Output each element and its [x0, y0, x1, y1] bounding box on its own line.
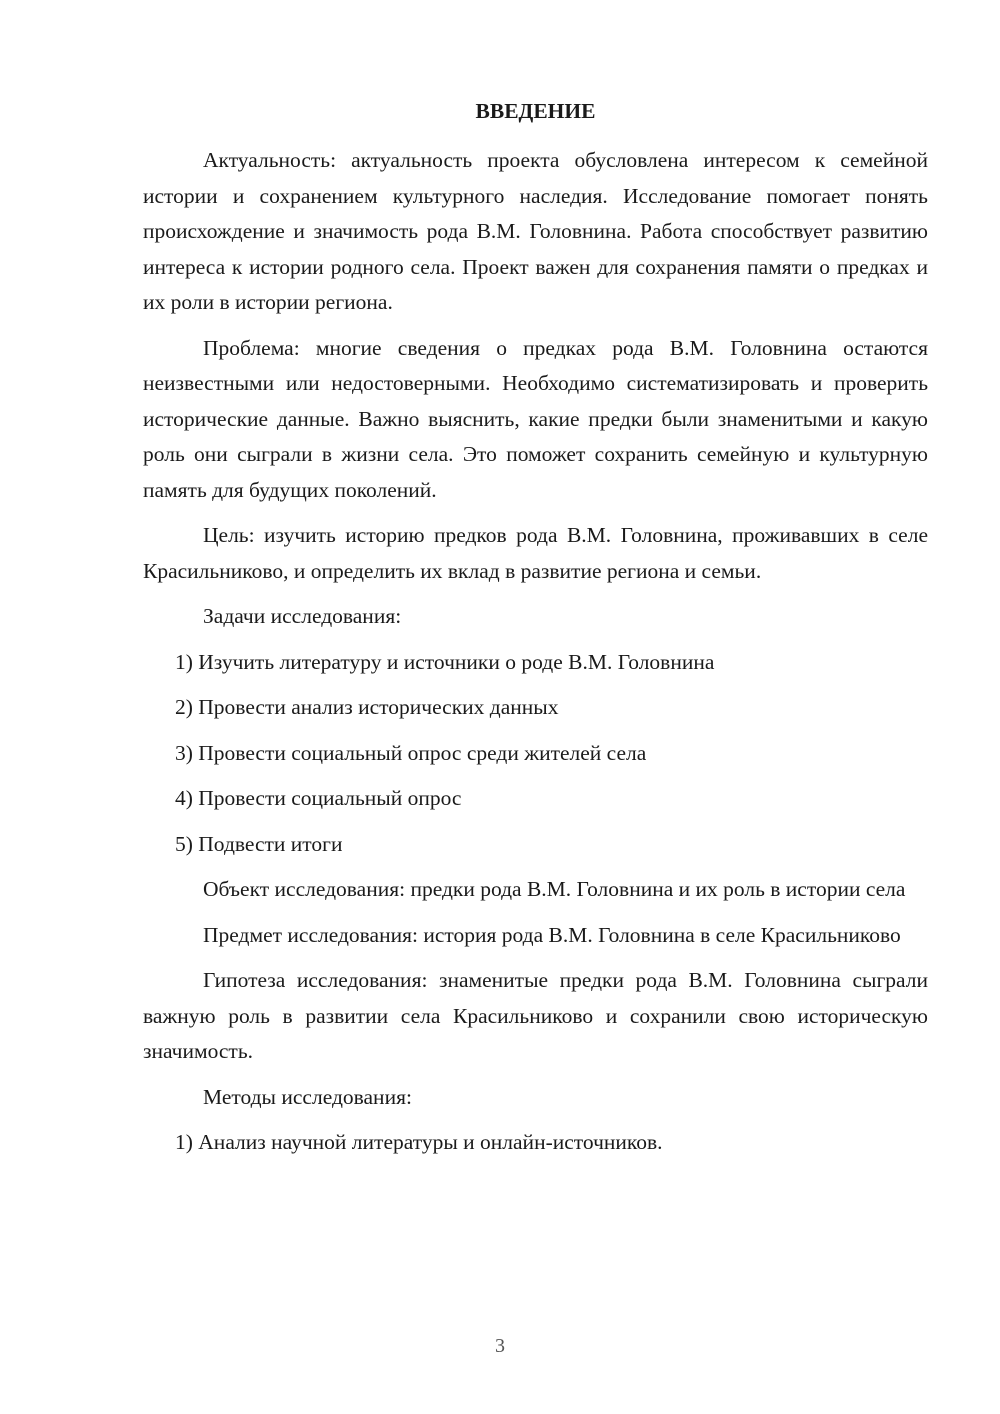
paragraph-hypothesis: Гипотеза исследования: знаменитые предки рода В.М. Головнина сыграли важную роль в развитии села Красильниково и сохранили свою историческую значимость. [143, 968, 928, 1063]
methods-title: Методы исследования: [203, 1084, 412, 1109]
list-item: 1) Анализ научной литературы и онлайн-источников. [175, 1130, 663, 1154]
paragraph-subject: Предмет исследования: история рода В.М. Головнина в селе Красильниково [203, 922, 901, 947]
document-page [143, 94, 928, 1171]
section-heading: ВВЕДЕНИЕ [475, 99, 596, 123]
paragraph-problem: Проблема: многие сведения о предках рода В.М. Головнина остаются неизвестными или недостоверными. Необходимо систематизировать и проверить исторические данные. Важно выяснить, какие предки были знаменитыми и какую роль они сыграли в жизни села. Это поможет сохранить семейную и культурную память для будущих поколений. [143, 335, 928, 502]
list-item: 1) Изучить литературу и источники о роде В.М. Головнина [175, 649, 715, 674]
tasks-title: Задачи исследования: [203, 604, 402, 628]
paragraph-object: Объект исследования: предки рода В.М. Головнина и их роль в истории села [203, 877, 906, 901]
list-item: 3) Провести социальный опрос среди жителей села [175, 740, 647, 765]
paragraph-goal: Цель: изучить историю предков рода В.М. Головнина, проживавших в селе Красильниково, и определить их вклад в развитие региона и семьи. [143, 523, 928, 583]
page-number: 3 [495, 1335, 505, 1357]
methods-list [143, 1125, 928, 1161]
tasks-list [143, 645, 928, 863]
list-item: 2) Провести анализ исторических данных [175, 695, 559, 719]
paragraph-relevance: Актуальность: актуальность проекта обусловлена интересом к семейной истории и сохранением культурного наследия. Исследование помогает понять происхождение и значимость рода В.М. Головнина. Работа способствует развитию интереса к истории родного села. Проект важен для сохранения памяти о предках и их роли в истории региона. [143, 148, 928, 314]
list-item: 5) Подвести итоги [175, 831, 343, 856]
list-item: 4) Провести социальный опрос [175, 786, 462, 810]
